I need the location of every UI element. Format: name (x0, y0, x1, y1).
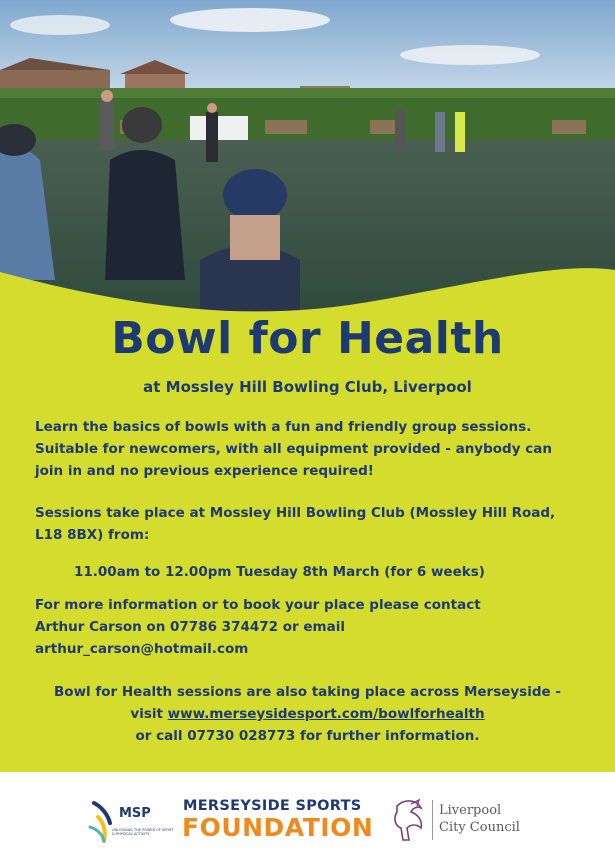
poster-subtitle: at Mossley Hill Bowling Club, Liverpool (143, 378, 472, 396)
msf-name-line2: FOUNDATION (182, 813, 374, 842)
msp-abbr: MSP (119, 806, 151, 821)
contact-email: arthur_carson@hotmail.com (35, 641, 249, 657)
lcc-name-line2: City Council (439, 820, 520, 835)
msf-name-line1: MERSEYSIDE SPORTS (183, 798, 362, 814)
contact-line: For more information or to book your place please contact (35, 597, 481, 613)
visit-text: visit (130, 706, 168, 722)
also-line: or call 07730 028773 for further information. (135, 728, 480, 744)
also-line (0, 703, 615, 725)
intro-paragraph (35, 416, 585, 482)
sessions-paragraph (35, 502, 585, 546)
contact-line: Arthur Carson on 07786 374472 or email (35, 619, 345, 635)
intro-line: Suitable for newcomers, with all equipment provided - anybody can (35, 441, 552, 457)
msp-tagline: UNLOCKING THE POWER OF SPORT & PHYSICAL ACTIVITY (112, 828, 174, 836)
liver-bird-icon (387, 796, 431, 846)
contact-paragraph (35, 594, 585, 660)
msp-logo-icon (88, 797, 172, 845)
intro-line: Learn the basics of bowls with a fun and friendly group sessions. (35, 419, 532, 435)
website-link[interactable]: www.merseysidesport.com/bowlforhealth (167, 706, 485, 722)
also-line: Bowl for Health sessions are also taking place across Merseyside - (54, 684, 561, 700)
lcc-name-line1: Liverpool (439, 803, 502, 818)
logo-divider (432, 800, 433, 840)
sessions-line: Sessions take place at Mossley Hill Bowling Club (Mossley Hill Road, (35, 505, 556, 521)
intro-line: join in and no previous experience required! (35, 463, 374, 479)
sessions-line: L18 8BX) from: (35, 527, 150, 543)
poster-title: Bowl for Health (111, 313, 504, 364)
schedule-line: 11.00am to 12.00pm Tuesday 8th March (for 6 weeks) (74, 564, 485, 580)
also-paragraph (0, 681, 615, 747)
